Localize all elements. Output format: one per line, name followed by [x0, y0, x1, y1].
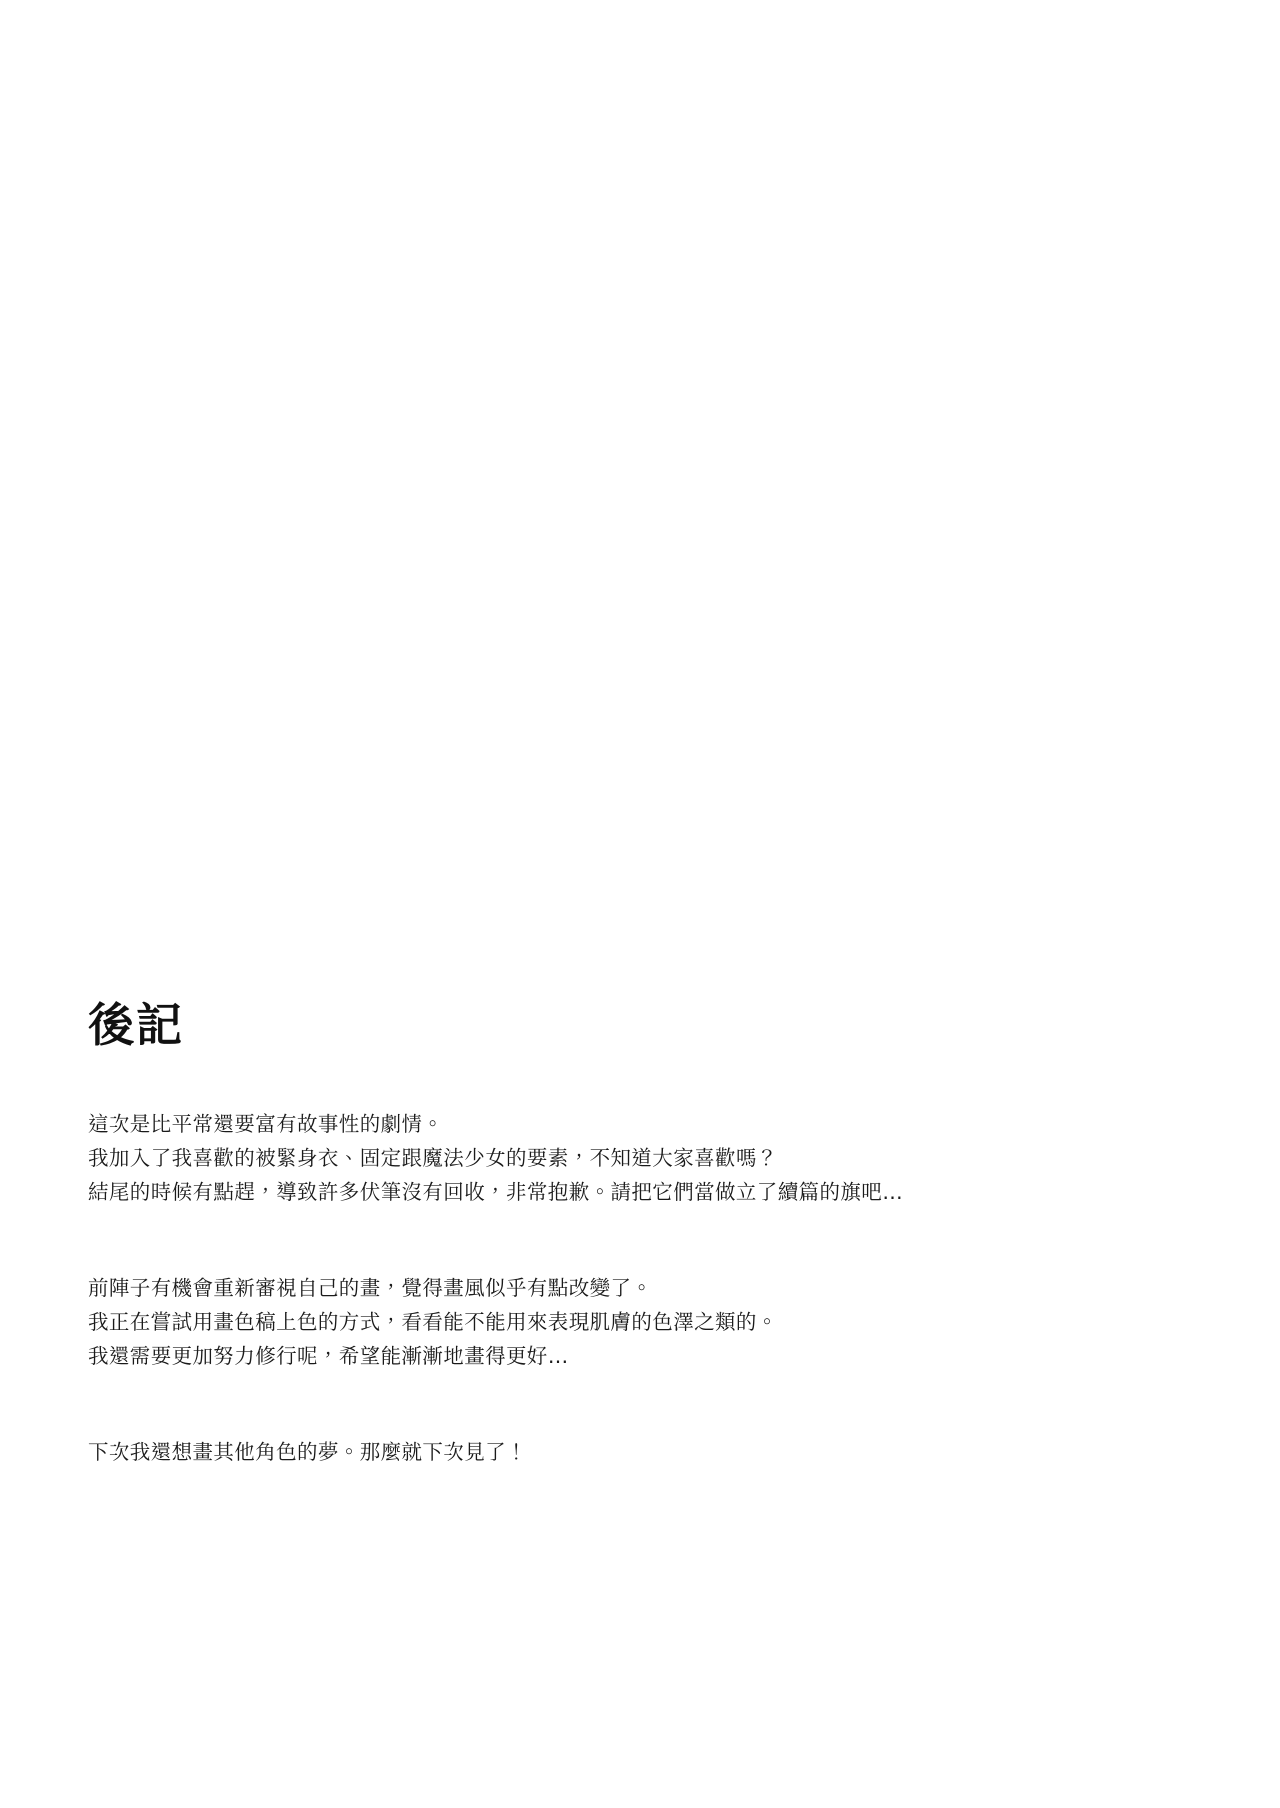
paragraph-1 [88, 1107, 1138, 1209]
text-line: 我正在嘗試用畫色稿上色的方式，看看能不能用來表現肌膚的色澤之類的。 [88, 1309, 778, 1334]
paragraph-2 [88, 1271, 1138, 1373]
text-line: 前陣子有機會重新審視自己的畫，覺得畫風似乎有點改變了。 [88, 1275, 653, 1300]
page-title: 後記 [88, 998, 184, 1052]
text-line: 我還需要更加努力修行呢，希望能漸漸地畫得更好… [88, 1343, 569, 1368]
text-line: 這次是比平常還要富有故事性的劇情。 [88, 1111, 444, 1136]
paragraph-3 [88, 1435, 1138, 1469]
text-line: 結尾的時候有點趕，導致許多伏筆沒有回收，非常抱歉。請把它們當做立了續篇的旗吧… [88, 1179, 904, 1204]
text-line: 下次我還想畫其他角色的夢。那麼就下次見了！ [88, 1439, 527, 1464]
afterword-section [88, 1000, 1138, 1469]
text-line: 我加入了我喜歡的被緊身衣、固定跟魔法少女的要素，不知道大家喜歡嗎？ [88, 1145, 778, 1170]
